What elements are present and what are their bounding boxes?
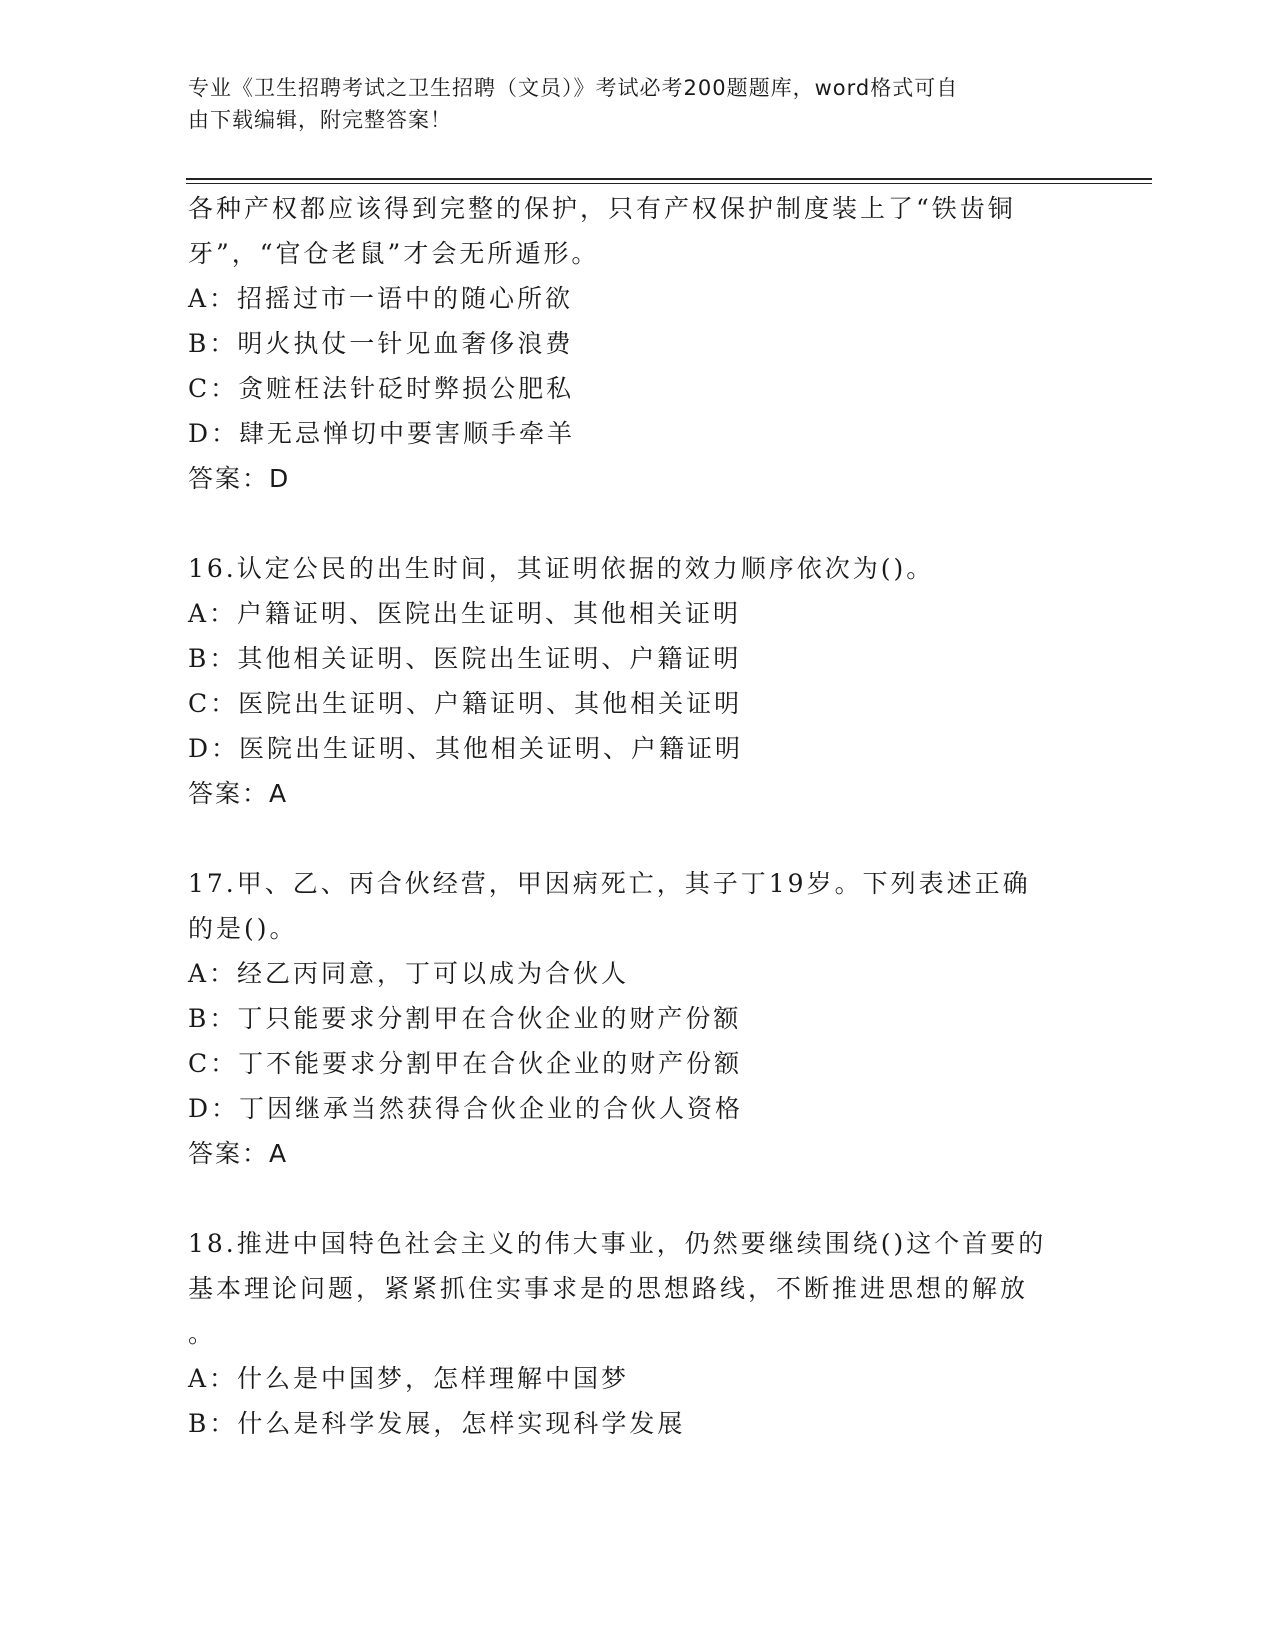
question-stem: 各种产权都应该得到完整的保护，只有产权保护制度装上了“铁齿铜 xyxy=(188,194,1016,223)
question-stem: 18.推进中国特色社会主义的伟大事业，仍然要继续围绕()这个首要的 xyxy=(188,1229,1047,1258)
question-stem: 。 xyxy=(188,1319,217,1348)
header-title-line-1: 专业《卫生招聘考试之卫生招聘（文员）》考试必考200题题库，word格式可自 xyxy=(188,76,959,100)
option-a: A：招摇过市一语中的随心所欲 xyxy=(188,284,574,313)
header-divider-thick xyxy=(186,178,1152,180)
question-stem: 基本理论问题，紧紧抓住实事求是的思想路线，不断推进思想的解放 xyxy=(188,1274,1029,1303)
header-divider-thin xyxy=(186,183,1152,184)
question-stem: 牙”，“官仓老鼠”才会无所遁形。 xyxy=(188,239,600,268)
question-18 xyxy=(188,1221,1088,1446)
option-b: B：什么是科学发展，怎样实现科学发展 xyxy=(188,1409,686,1438)
spacer xyxy=(188,1176,1088,1221)
question-stem: 16.认定公民的出生时间，其证明依据的效力顺序依次为()。 xyxy=(188,554,935,583)
option-b: B：其他相关证明、医院出生证明、户籍证明 xyxy=(188,644,742,673)
option-a: A：户籍证明、医院出生证明、其他相关证明 xyxy=(188,599,742,628)
option-c: C：医院出生证明、户籍证明、其他相关证明 xyxy=(188,689,743,718)
question-stem: 17.甲、乙、丙合伙经营，甲因病死亡，其子丁19岁。下列表述正确 xyxy=(188,869,1031,898)
header-title-line-2: 由下载编辑，附完整答案！ xyxy=(188,108,452,132)
answer-label: 答案：D xyxy=(188,464,291,493)
option-d: D：医院出生证明、其他相关证明、户籍证明 xyxy=(188,734,744,763)
answer-label: 答案：A xyxy=(188,779,289,808)
option-c: C：丁不能要求分割甲在合伙企业的财产份额 xyxy=(188,1049,743,1078)
question-stem: 的是()。 xyxy=(188,914,298,943)
question-list xyxy=(188,186,1088,1446)
spacer xyxy=(188,501,1088,546)
option-c: C：贪赃枉法针砭时弊损公肥私 xyxy=(188,374,575,403)
option-a: A：什么是中国梦，怎样理解中国梦 xyxy=(188,1364,630,1393)
question-15 xyxy=(188,186,1088,501)
question-17 xyxy=(188,861,1088,1176)
option-b: B：明火执仗一针见血奢侈浪费 xyxy=(188,329,574,358)
question-16 xyxy=(188,546,1088,816)
option-d: D：丁因继承当然获得合伙企业的合伙人资格 xyxy=(188,1094,744,1123)
option-a: A：经乙丙同意，丁可以成为合伙人 xyxy=(188,959,630,988)
spacer xyxy=(188,816,1088,861)
answer-label: 答案：A xyxy=(188,1139,289,1168)
document-header xyxy=(188,72,1068,136)
option-b: B：丁只能要求分割甲在合伙企业的财产份额 xyxy=(188,1004,742,1033)
option-d: D：肆无忌惮切中要害顺手牵羊 xyxy=(188,419,576,448)
